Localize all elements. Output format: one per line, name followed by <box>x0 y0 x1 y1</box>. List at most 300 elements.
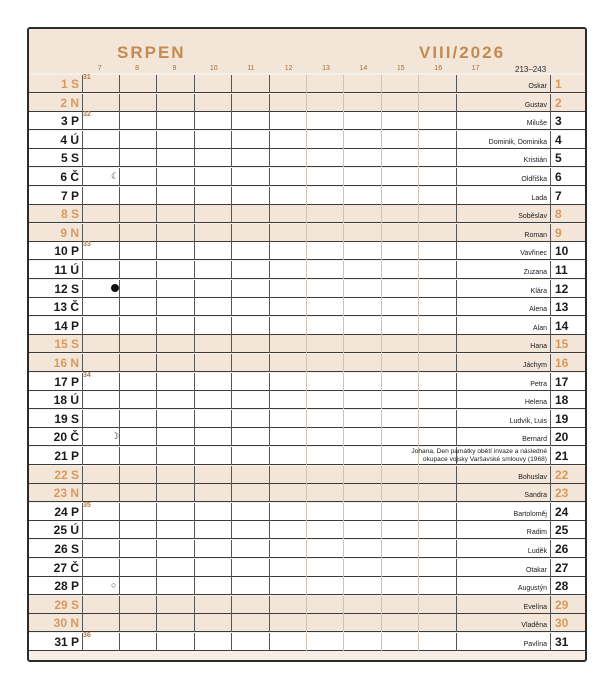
name-day: Bohuslav <box>518 473 547 481</box>
hour-cell-divider <box>381 373 382 391</box>
day-number: 21 <box>550 447 585 465</box>
day-row[interactable] <box>29 410 585 428</box>
day-label: 16 N <box>53 356 79 370</box>
day-number: 3 <box>550 112 585 130</box>
day-of-year-range: 213–243 <box>515 65 547 74</box>
name-day: Klára <box>530 287 547 295</box>
hour-cell-divider <box>119 447 120 465</box>
day-row[interactable] <box>29 633 585 651</box>
day-row[interactable] <box>29 131 585 149</box>
day-label: 11 Ú <box>54 263 79 277</box>
hour-cell-divider <box>269 335 270 353</box>
day-number: 23 <box>550 484 585 502</box>
hour-cell-divider <box>82 75 83 93</box>
day-label: 30 N <box>53 616 79 631</box>
day-row[interactable] <box>29 521 585 539</box>
hour-cell-divider <box>381 410 382 428</box>
hour-cell-divider <box>156 410 157 428</box>
hour-cell-divider <box>269 205 270 223</box>
hour-cell-divider <box>343 112 344 130</box>
hour-cell-divider <box>343 428 344 446</box>
hour-cell-divider <box>82 224 83 242</box>
hour-cell-divider <box>306 614 307 632</box>
day-number: 11 <box>550 261 585 279</box>
hour-cell-divider <box>119 205 120 223</box>
hour-cell-divider <box>306 447 307 465</box>
hour-cell-divider <box>343 577 344 595</box>
hour-cell-divider <box>82 280 83 298</box>
day-number: 5 <box>550 149 585 167</box>
name-day: Dominik, Dominika <box>488 138 547 146</box>
hour-cell-divider <box>381 391 382 409</box>
hour-cell-divider <box>194 149 195 167</box>
day-label: 31 P <box>54 635 79 649</box>
hour-cell-divider <box>343 559 344 577</box>
day-label: 26 S <box>54 542 79 556</box>
hour-cell-divider <box>231 521 232 539</box>
name-day: Vavřinec <box>520 250 547 258</box>
name-day: Kristián <box>523 157 547 165</box>
hour-label: 9 <box>172 65 177 72</box>
hour-cell-divider <box>194 242 195 260</box>
day-row[interactable] <box>29 484 585 502</box>
hour-cell-divider <box>343 335 344 353</box>
hour-cell-divider <box>306 559 307 577</box>
hour-cell-divider <box>269 168 270 186</box>
hour-cell-divider <box>381 559 382 577</box>
hour-cell-divider <box>82 614 83 632</box>
name-day: Otakar <box>525 566 547 574</box>
hour-cell-divider <box>194 335 195 353</box>
hour-cell-divider <box>231 187 232 205</box>
hour-cell-divider <box>306 577 307 595</box>
hour-cell-divider <box>156 614 157 632</box>
hour-cell-divider <box>194 168 195 186</box>
day-label: 29 S <box>54 597 79 612</box>
moon-phase-icon: ☾ <box>111 171 120 181</box>
hour-cell-divider <box>381 540 382 558</box>
hour-cell-divider <box>269 410 270 428</box>
hour-cell-divider <box>306 410 307 428</box>
hour-cell-divider <box>269 559 270 577</box>
day-label: 8 S <box>60 207 79 222</box>
hour-cell-divider <box>119 75 120 93</box>
hour-cell-divider <box>194 521 195 539</box>
hour-cell-divider <box>269 187 270 205</box>
hour-label: 16 <box>434 65 443 72</box>
hour-cell-divider <box>381 280 382 298</box>
hour-cell-divider <box>343 187 344 205</box>
day-row[interactable] <box>29 317 585 335</box>
day-row[interactable] <box>29 391 585 409</box>
hour-cell-divider <box>156 131 157 149</box>
month-year: VIII/2026 <box>419 43 506 62</box>
hour-cell-divider <box>269 75 270 93</box>
hour-label: 13 <box>322 65 330 72</box>
hour-cell-divider <box>119 317 120 335</box>
hour-cell-divider <box>231 131 232 149</box>
hour-cell-divider <box>156 205 157 223</box>
hour-cell-divider <box>231 168 232 186</box>
hour-cell-divider <box>381 596 382 614</box>
day-row[interactable] <box>29 149 585 167</box>
hour-cell-divider <box>194 112 195 130</box>
name-day: Augustýn <box>517 585 547 593</box>
hour-cell-divider <box>194 428 195 446</box>
day-row[interactable] <box>29 187 585 205</box>
hour-cell-divider <box>82 521 83 539</box>
hour-cell-divider <box>82 484 83 502</box>
hour-cell-divider <box>194 559 195 577</box>
hour-cell-divider <box>306 280 307 298</box>
day-number: 31 <box>550 633 585 651</box>
hour-cell-divider <box>156 354 157 372</box>
day-number: 26 <box>550 540 585 558</box>
hour-cell-divider <box>82 317 83 335</box>
day-number: 28 <box>550 577 585 595</box>
day-label: 6 Č <box>60 170 79 184</box>
day-label: 24 P <box>54 504 79 519</box>
hour-cell-divider <box>269 94 270 112</box>
hour-cell-divider <box>156 261 157 279</box>
hour-cell-divider <box>381 149 382 167</box>
day-number: 15 <box>550 335 585 353</box>
hour-cell-divider <box>381 131 382 149</box>
hour-cell-divider <box>343 540 344 558</box>
hour-cell-divider <box>343 410 344 428</box>
hour-cell-divider <box>82 298 83 316</box>
hour-cell-divider <box>306 503 307 521</box>
day-row[interactable] <box>29 466 585 484</box>
hour-cell-divider <box>343 242 344 260</box>
day-label: 21 P <box>54 449 79 463</box>
hour-cell-divider <box>381 577 382 595</box>
hour-cell-divider <box>82 373 83 391</box>
hour-cell-divider <box>194 224 195 242</box>
week-number: 31 <box>83 74 91 81</box>
hour-cell-divider <box>194 131 195 149</box>
day-number: 10 <box>550 242 585 260</box>
day-label: 19 S <box>54 411 79 426</box>
day-row[interactable] <box>29 335 585 353</box>
hour-cell-divider <box>306 149 307 167</box>
hour-cell-divider <box>343 298 344 316</box>
hour-cell-divider <box>343 224 344 242</box>
week-number: 36 <box>83 632 91 639</box>
day-label: 4 Ú <box>60 132 79 147</box>
day-number: 20 <box>550 428 585 446</box>
hour-cell-divider <box>343 596 344 614</box>
hour-cell-divider <box>269 577 270 595</box>
day-label: 20 Č <box>53 430 79 445</box>
day-label: 15 S <box>54 337 79 352</box>
day-number: 12 <box>550 280 585 298</box>
hour-cell-divider <box>156 559 157 577</box>
hour-cell-divider <box>269 149 270 167</box>
hour-cell-divider <box>269 428 270 446</box>
hour-cell-divider <box>156 317 157 335</box>
hour-cell-divider <box>269 224 270 242</box>
day-label: 22 S <box>54 467 79 482</box>
day-row[interactable] <box>29 428 585 446</box>
hour-label: 17 <box>471 65 480 72</box>
hour-cell-divider <box>194 298 195 316</box>
day-row[interactable] <box>29 261 585 279</box>
day-number: 25 <box>550 521 585 539</box>
hour-label: 10 <box>209 65 218 72</box>
day-row[interactable] <box>29 75 585 93</box>
hour-cell-divider <box>156 447 157 465</box>
day-number: 24 <box>550 503 585 521</box>
hour-cell-divider <box>231 280 232 298</box>
day-label: 10 P <box>54 244 79 259</box>
day-row[interactable] <box>29 373 585 391</box>
calendar-page <box>27 27 587 662</box>
day-number: 16 <box>550 354 585 372</box>
hour-cell-divider <box>231 428 232 446</box>
name-day: Luděk <box>527 548 547 555</box>
day-row[interactable] <box>29 224 585 242</box>
hour-cell-divider <box>82 205 83 223</box>
hour-cell-divider <box>269 280 270 298</box>
hour-cell-divider <box>343 205 344 223</box>
hour-cell-divider <box>269 112 270 130</box>
hour-cell-divider <box>119 596 120 614</box>
hour-cell-divider <box>343 447 344 465</box>
hour-cell-divider <box>306 261 307 279</box>
hour-cell-divider <box>269 242 270 260</box>
hour-cell-divider <box>269 391 270 409</box>
hour-label: 14 <box>359 65 368 72</box>
day-label: 7 P <box>60 188 79 203</box>
day-number: 1 <box>550 75 585 93</box>
name-day: Helena <box>524 399 547 407</box>
hour-cell-divider <box>269 131 270 149</box>
day-row[interactable] <box>29 577 585 595</box>
hour-cell-divider <box>269 503 270 521</box>
day-row[interactable] <box>29 596 585 614</box>
hour-cell-divider <box>119 559 120 577</box>
hour-cell-divider <box>306 596 307 614</box>
hour-cell-divider <box>269 317 270 335</box>
hour-cell-divider <box>381 521 382 539</box>
hour-cell-divider <box>194 596 195 614</box>
hour-cell-divider <box>231 503 232 521</box>
hour-cell-divider <box>231 559 232 577</box>
hour-cell-divider <box>156 149 157 167</box>
week-number: 35 <box>83 501 91 509</box>
day-row[interactable] <box>29 559 585 577</box>
hour-cell-divider <box>82 149 83 167</box>
hour-cell-divider <box>156 596 157 614</box>
day-label: 2 N <box>60 95 79 110</box>
hour-cell-divider <box>194 540 195 558</box>
day-row[interactable] <box>29 298 585 316</box>
hour-cell-divider <box>194 577 195 595</box>
moon-phase-icon: ○ <box>111 580 117 591</box>
hour-cell-divider <box>343 484 344 502</box>
hour-cell-divider <box>119 391 120 409</box>
hour-cell-divider <box>119 261 120 279</box>
day-number: 30 <box>550 614 585 632</box>
hour-cell-divider <box>231 577 232 595</box>
hour-cell-divider <box>231 633 232 651</box>
hour-cell-divider <box>119 242 120 260</box>
hour-cell-divider <box>231 149 232 167</box>
hour-cell-divider <box>231 410 232 428</box>
day-row[interactable] <box>29 354 585 372</box>
name-day: Alan <box>532 324 547 332</box>
day-row[interactable] <box>29 447 585 465</box>
hour-cell-divider <box>269 633 270 651</box>
hour-cell-divider <box>156 503 157 521</box>
hour-cell-divider <box>381 335 382 353</box>
name-day: Evelína <box>523 603 547 611</box>
hour-cell-divider <box>343 354 344 372</box>
hour-cell-divider <box>381 75 382 93</box>
hour-cell-divider <box>82 410 83 428</box>
hour-cell-divider <box>82 447 83 465</box>
hour-cell-divider <box>156 335 157 353</box>
hour-cell-divider <box>306 540 307 558</box>
day-number: 8 <box>550 205 585 223</box>
hour-cell-divider <box>306 187 307 205</box>
name-day: Johana, Den památky obětí invaze a následné okupace vojsky Varšavské smlouvy (1968) <box>411 448 547 463</box>
hour-cell-divider <box>381 354 382 372</box>
hour-cell-divider <box>343 261 344 279</box>
hour-cell-divider <box>231 466 232 484</box>
hour-cell-divider <box>269 261 270 279</box>
hour-cell-divider <box>156 242 157 260</box>
hour-cell-divider <box>231 94 232 112</box>
day-number: 17 <box>550 373 585 391</box>
hour-cell-divider <box>269 484 270 502</box>
hour-cell-divider <box>343 75 344 93</box>
day-label: 13 Č <box>53 300 79 315</box>
hour-cell-divider <box>156 391 157 409</box>
name-day: Jáchym <box>522 362 547 369</box>
hour-cell-divider <box>119 298 120 316</box>
day-number: 22 <box>550 466 585 484</box>
hour-cell-divider <box>156 75 157 93</box>
hour-cell-divider <box>156 373 157 391</box>
day-row[interactable] <box>29 168 585 186</box>
hour-cell-divider <box>269 521 270 539</box>
name-day: Soběslav <box>518 213 547 221</box>
hour-cell-divider <box>343 614 344 632</box>
hour-cell-divider <box>343 280 344 298</box>
hour-label: 7 <box>97 65 102 72</box>
hour-cell-divider <box>82 112 83 130</box>
hour-cell-divider <box>381 187 382 205</box>
hour-cell-divider <box>343 521 344 539</box>
hour-cell-divider <box>231 205 232 223</box>
hour-cell-divider <box>119 503 120 521</box>
hour-cell-divider <box>119 614 120 632</box>
day-number: 27 <box>550 559 585 577</box>
month-name: SRPEN <box>117 43 186 62</box>
day-label: 9 N <box>60 225 79 240</box>
hour-cell-divider <box>82 391 83 409</box>
calendar-header <box>29 29 585 73</box>
hour-cell-divider <box>343 317 344 335</box>
day-label: 12 S <box>54 281 79 296</box>
hour-cell-divider <box>381 633 382 651</box>
day-row[interactable] <box>29 280 585 298</box>
hour-cell-divider <box>194 75 195 93</box>
hour-cell-divider <box>231 373 232 391</box>
hour-cell-divider <box>231 261 232 279</box>
hour-cell-divider <box>156 298 157 316</box>
hour-cell-divider <box>119 633 120 651</box>
day-row[interactable] <box>29 94 585 112</box>
name-day: Ludvík, Luis <box>509 417 547 425</box>
hour-cell-divider <box>82 335 83 353</box>
hour-cell-divider <box>82 94 83 112</box>
hour-cell-divider <box>156 484 157 502</box>
day-row[interactable] <box>29 242 585 260</box>
hour-cell-divider <box>381 261 382 279</box>
name-day: Gustav <box>524 101 547 109</box>
hour-cell-divider <box>156 112 157 130</box>
hour-cell-divider <box>343 131 344 149</box>
hour-cell-divider <box>343 373 344 391</box>
hour-cell-divider <box>381 317 382 335</box>
week-number: 33 <box>83 241 91 249</box>
day-row[interactable] <box>29 614 585 632</box>
day-row[interactable] <box>29 112 585 130</box>
hour-cell-divider <box>194 614 195 632</box>
hour-cell-divider <box>306 354 307 372</box>
hour-cell-divider <box>269 540 270 558</box>
day-number: 29 <box>550 596 585 614</box>
hour-cell-divider <box>231 75 232 93</box>
hour-cell-divider <box>156 94 157 112</box>
day-label: 25 Ú <box>53 523 79 538</box>
day-number: 4 <box>550 131 585 149</box>
name-day: Pavlína <box>523 641 547 648</box>
day-number: 9 <box>550 224 585 242</box>
day-number: 19 <box>550 410 585 428</box>
hour-cell-divider <box>194 410 195 428</box>
hour-cell-divider <box>194 447 195 465</box>
hour-cell-divider <box>343 503 344 521</box>
hour-cell-divider <box>119 484 120 502</box>
hour-cell-divider <box>381 168 382 186</box>
name-day: Oskar <box>528 83 547 90</box>
name-day: Zuzana <box>523 269 547 276</box>
day-label: 18 Ú <box>53 393 79 408</box>
hour-cell-divider <box>119 410 120 428</box>
hour-cell-divider <box>306 484 307 502</box>
name-day: Radim <box>526 529 547 537</box>
hour-cell-divider <box>381 205 382 223</box>
hour-cell-divider <box>156 466 157 484</box>
hour-cell-divider <box>156 187 157 205</box>
hour-cell-divider <box>306 373 307 391</box>
hour-cell-divider <box>231 298 232 316</box>
day-row[interactable] <box>29 540 585 558</box>
hour-cell-divider <box>119 373 120 391</box>
hour-cell-divider <box>82 559 83 577</box>
hour-cell-divider <box>306 633 307 651</box>
hour-cell-divider <box>381 484 382 502</box>
day-row[interactable] <box>29 503 585 521</box>
hour-label: 15 <box>396 65 405 72</box>
hour-cell-divider <box>231 224 232 242</box>
hour-cell-divider <box>381 242 382 260</box>
day-row[interactable] <box>29 205 585 223</box>
